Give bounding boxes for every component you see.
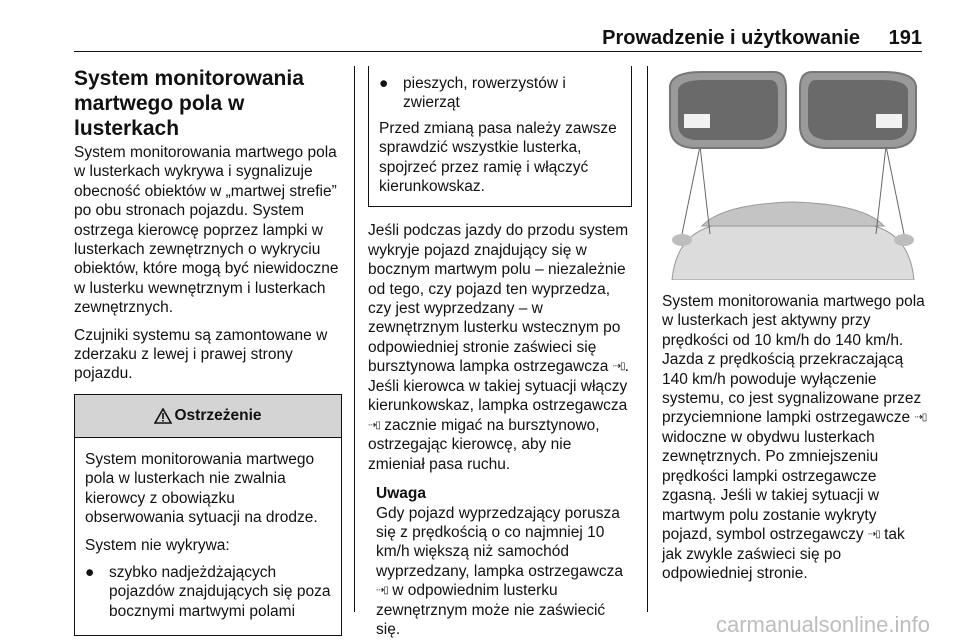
warning-body	[75, 438, 341, 635]
note-text-a: Gdy pojazd wyprzedzający porusza się z prędkością o co najmniej 10 km/h większą niż samochód wyprzedzany, lampka ostrzegawcza	[376, 504, 623, 580]
lane-change-advice: Przed zmianą pasa należy zawsze sprawdzić wszystkie lusterka, spojrzeć przez ramię i włączyć kierunkowskaz.	[379, 119, 617, 196]
warning-heading: Ostrzeżenie	[174, 407, 262, 425]
watermark: carmanualsonline.info	[715, 612, 930, 637]
bullet-dot: ●	[379, 75, 389, 92]
bullet-text: szybko nadjeżdżających pojazdów znajdujących się poza bocznymi martwymi polami	[109, 563, 331, 620]
bullet-dot: ●	[85, 563, 95, 581]
note-body	[376, 504, 632, 640]
blind-spot-symbol-icon: ⇢▯	[376, 585, 388, 597]
warning-triangle-icon	[154, 408, 172, 424]
left-mirror-stub	[672, 234, 692, 246]
detection-text-a: Jeśli podczas jazdy do przodu system wykryje pojazd znajdujący się w bocznym martwym polu – niezależnie od tego, czy pojazd ten wyprzedza, czy jest wyprzedzany – w zewnętrznym lusterku wstecznym po odpowiedniej stronie zaświeci się bursztynowa lampka ostrzegawcza	[368, 222, 629, 376]
activation-text-c: tak jak zwykle zaświeci się po odpowiedniej stronie.	[662, 526, 905, 583]
blind-spot-symbol-icon: ⇢▯	[914, 412, 927, 424]
warning-text-1: System monitorowania martwego pola w lusterkach nie zwalnia kierowcy z obowiązku obserwowania sytuacji na drodze.	[85, 450, 318, 527]
activation-text-b: widoczne w obydwu lusterkach zewnętrznych. Po zmniejszeniu prędkości lampki ostrzegawcze zgasną. Jeśli w takiej sytuacji w martwym polu zostanie wykryty pojazd, symbol ostrzegawczy	[662, 429, 880, 544]
blind-spot-symbol-icon	[876, 114, 902, 128]
column-3	[662, 292, 928, 592]
intro-paragraph: System monitorowania martwego pola w lusterkach wykrywa i sygnalizuje obecność obiektów w „martwej strefie” po obu stronach pojazdu. System ostrzega kierowcę poprzez lampki w lusterkach zewnętrznych o wykryciu obiektów, które mogą być niewidoczne w lusterku wewnętrznym i lusterkach zewnętrznych.	[74, 144, 339, 317]
blind-spot-symbol-icon	[684, 114, 710, 128]
page-number: 191	[888, 27, 922, 49]
detection-text-c: zacznie migać na bursztynowo, ostrzegając kierowcę, aby nie zmieniał pasa ruchu.	[368, 416, 600, 473]
bullet-text: pieszych, rowerzystów i zwierząt	[403, 75, 566, 112]
column-1	[74, 66, 342, 636]
column-2	[368, 66, 632, 640]
bullet-item	[379, 66, 621, 113]
section-title: System monitorowania martwego pola w lusterkach	[74, 67, 304, 140]
warning-box-continued	[368, 66, 632, 207]
blind-spot-symbol-icon: ⇢▯	[612, 361, 625, 373]
blind-spot-symbol-icon: ⇢▯	[368, 419, 380, 431]
header-rule	[74, 51, 922, 52]
column-divider-2	[647, 66, 648, 612]
detection-text-b: . Jeśli kierowca w takiej sytuacji włączy kierunkowskaz, lampka ostrzegawcza	[368, 358, 629, 415]
left-mirror	[670, 72, 786, 148]
note-text-b: w odpowiednim lusterku zewnętrznym może nie zaświecić się.	[376, 582, 606, 639]
right-mirror-stub	[894, 234, 914, 246]
detection-paragraph	[368, 221, 632, 474]
activation-text-a: System monitorowania martwego pola w lusterkach jest aktywny przy prędkości od 10 km/h do 140 km/h. Jazda z prędkością przekraczającą 140 km/h powoduje wyłączenie systemu, co jest sygnalizowane przez przyciemnione lampki ostrzegawcze	[662, 293, 925, 427]
bullet-item	[85, 563, 331, 621]
right-mirror	[800, 72, 916, 148]
warning-header	[75, 395, 341, 438]
note-heading: Uwaga	[376, 485, 426, 503]
warning-text-2: System nie wykrywa:	[85, 536, 230, 554]
header-title: Prowadzenie i użytkowanie	[602, 27, 860, 49]
activation-paragraph	[662, 292, 928, 584]
column-divider-1	[354, 66, 355, 612]
blind-spot-symbol-icon: ⇢▯	[867, 529, 880, 541]
mirror-illustration	[662, 66, 924, 280]
sensor-paragraph: Czujniki systemu są zamontowane w zderzaku z lewej i prawej strony pojazdu.	[74, 326, 328, 383]
page-header	[0, 0, 960, 52]
warning-box	[74, 394, 342, 636]
